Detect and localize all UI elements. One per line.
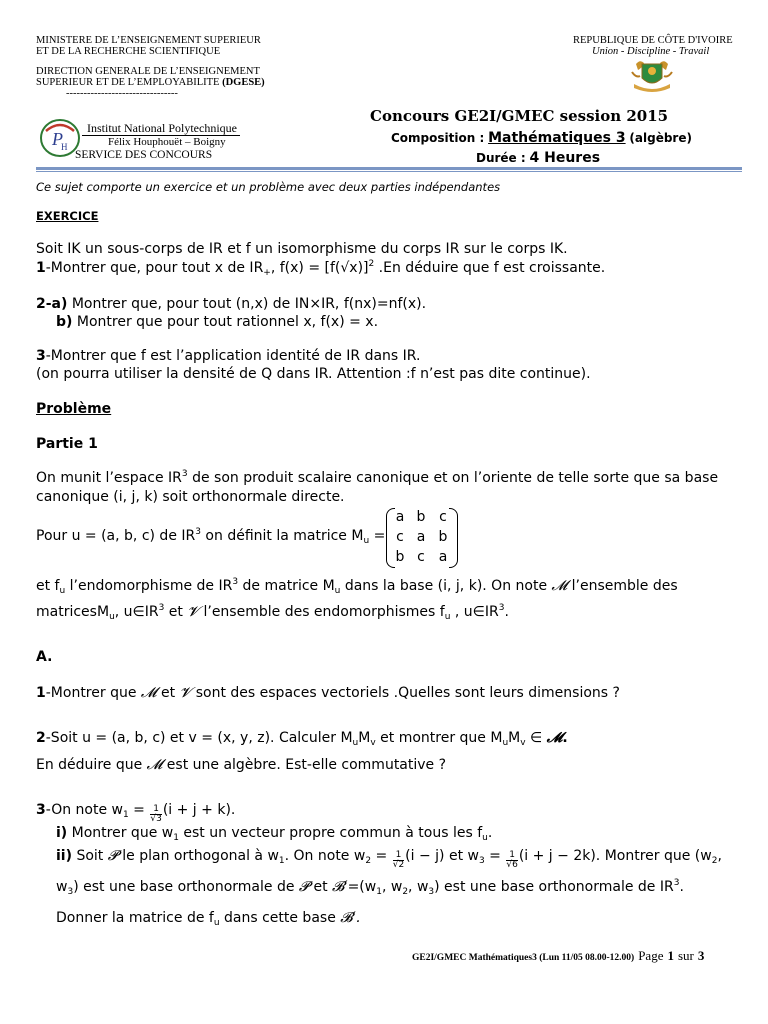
- p4-sub-2: u: [444, 612, 451, 622]
- l2-text-g: ) est une base orthonormale de IR: [434, 879, 674, 895]
- aii-text-a: Soit: [72, 848, 104, 864]
- ai-sub-u: u: [482, 833, 488, 843]
- matrix-cell: a: [438, 549, 448, 565]
- endomorphism-line-1: [36, 578, 678, 594]
- a2-text-a: -Soit u = (a, b, c) et v = (x, y, z). Calculer M: [45, 730, 353, 746]
- matrix-mu: [386, 508, 458, 568]
- l2-text-f: , w: [408, 879, 429, 895]
- q1-text-c: .En déduire que f est croissante.: [374, 260, 606, 276]
- probleme-intro-line-1: [36, 470, 718, 486]
- l2-sub-3b: 3: [428, 887, 435, 897]
- fraction-1-over-sqrt3: [150, 805, 161, 824]
- duration-value: 4 Heures: [529, 150, 601, 166]
- service-name: SERVICE DES CONCOURS: [75, 149, 213, 161]
- p3-sub-2: u: [334, 586, 341, 596]
- p3-text-b: l’endomorphisme de IR: [65, 578, 233, 594]
- script-p: 𝓟: [298, 879, 310, 895]
- p3-text-c: de matrice M: [238, 578, 335, 594]
- matrix-cell: a: [416, 529, 426, 545]
- header-dashes: --------------------------------: [66, 88, 178, 99]
- p3-text-a: et f: [36, 578, 60, 594]
- exercice-q3-note: (on pourra utiliser la densité de Q dans IR. Attention :f n’est pas dite continue).: [36, 366, 591, 382]
- a2-text-f: .: [562, 730, 568, 746]
- p4-text-g: .: [504, 604, 509, 620]
- ai-text-c: .: [487, 825, 493, 841]
- l3-text-a: Donner la matrice de f: [56, 910, 214, 926]
- aii-sub-1: 1: [278, 856, 285, 866]
- a1-number: 1: [36, 685, 46, 701]
- script-p: 𝓟: [107, 848, 118, 864]
- ai-number: i): [56, 825, 68, 841]
- p2-text-b: on définit la matrice M: [200, 528, 364, 544]
- p3-text-e: l’ensemble des: [567, 578, 678, 594]
- direction-line-2-text: SUPERIEUR ET DE L’EMPLOYABILITE: [36, 77, 220, 88]
- a2-text-c: et montrer que M: [375, 730, 503, 746]
- a2-sub-v: v: [370, 738, 376, 748]
- a3-text-a: -On note w: [45, 802, 123, 818]
- p4-text-f: , u∈IR: [450, 604, 499, 620]
- p1-text-a: On munit l’espace IR: [36, 470, 182, 486]
- fraction-1-over-sqrt6: [506, 851, 517, 870]
- p2-text-a: Pour u = (a, b, c) de IR: [36, 528, 196, 544]
- p3-text-d: dans la base (i, j, k). On note: [340, 578, 548, 594]
- a3-number: 3: [36, 802, 46, 818]
- p4-text-c: , u∈IR: [114, 604, 159, 620]
- section-a-heading: A.: [36, 649, 53, 665]
- q3-text: -Montrer que f est l’application identité de IR dans IR.: [45, 348, 421, 364]
- p4-text-d: et: [164, 604, 183, 620]
- a2-sub-u: u: [352, 738, 359, 748]
- q2a-number: 2-a): [36, 296, 68, 312]
- a2-text-e: ∈: [525, 730, 543, 746]
- aii-sub-3: 3: [478, 856, 485, 866]
- p4-sub: u: [109, 612, 115, 622]
- exercice-q2a: [36, 296, 426, 312]
- fraction-1-over-sqrt2: [393, 851, 404, 870]
- a2-l2-text-a: En déduire que: [36, 757, 143, 773]
- a2-l2-text-b: est une algèbre. Est-elle commutative ?: [166, 757, 447, 773]
- q2b-text: Montrer que pour tout rationnel x, f(x) = x.: [72, 314, 379, 330]
- script-b-prime: 𝓑′: [332, 879, 348, 895]
- l2-sub-1: 1: [376, 887, 382, 897]
- fraction-numerator: 1: [150, 805, 161, 815]
- footer-sur: sur: [677, 948, 694, 963]
- p1-text-b: de son produit scalaire canonique et on l’oriente de telle sorte que sa base: [187, 470, 719, 486]
- direction-acronym: (DGESE): [222, 77, 265, 88]
- a3-text-c: (i + j + k).: [162, 802, 236, 818]
- a3-text-b: =: [128, 802, 145, 818]
- aii-number: ii): [56, 848, 72, 864]
- duration-label: Durée :: [476, 151, 526, 165]
- svg-text:H: H: [61, 142, 68, 152]
- l3-text-b: dans cette base: [219, 910, 336, 926]
- exercice-statement: Soit IK un sous-corps de IR et f un isomorphisme du corps IR sur le corps IK.: [36, 241, 568, 257]
- matrix-cell: c: [439, 509, 447, 525]
- matrix-cell: b: [395, 549, 405, 565]
- footer-page-number: 1: [667, 948, 674, 963]
- ministry-line-2: ET DE LA RECHERCHE SCIENTIFIQUE: [36, 46, 221, 57]
- question-a3-ii-line-2: [56, 879, 684, 895]
- endomorphism-line-2: [36, 604, 509, 620]
- q1-text-b: , f(x) = [f(√x)]: [270, 260, 369, 276]
- ai-text-b: est un vecteur propre commun à tous les f: [178, 825, 483, 841]
- matrix-definition: [36, 528, 385, 544]
- ai-text-a: Montrer que w: [67, 825, 174, 841]
- question-a3: [36, 802, 235, 824]
- fraction-denominator: √2: [392, 860, 405, 870]
- l2-sub-3: 3: [67, 887, 74, 897]
- header-rule-thick: [36, 167, 742, 170]
- matrix-cell: b: [416, 509, 426, 525]
- p2-sup: 3: [195, 527, 201, 537]
- q3-number: 3: [36, 348, 46, 364]
- aii-sub-2b: 2: [711, 856, 718, 866]
- p3-sup: 3: [232, 577, 239, 587]
- a3-sub-1: 1: [122, 810, 129, 820]
- direction-line-2: [36, 77, 265, 88]
- probleme-heading: Problème: [36, 401, 112, 417]
- l2-text-h: .: [679, 879, 684, 895]
- p4-sup-2: 3: [498, 603, 505, 613]
- script-m: 𝓜: [551, 578, 568, 594]
- fraction-denominator: √3: [150, 814, 162, 824]
- footer-reference: GE2I/GMEC Mathématiques3 (Lun 11/05 08.00-12.00): [412, 953, 635, 963]
- p4-sup: 3: [158, 603, 165, 613]
- p2-eq: =: [369, 528, 386, 544]
- a1-text-c: sont des espaces vectoriels .Quelles sont leurs dimensions ?: [195, 685, 620, 701]
- fraction-denominator: √6: [506, 860, 518, 870]
- a2-sub-u-2: u: [502, 738, 509, 748]
- exercice-q1: [36, 260, 605, 276]
- script-v: 𝓥: [187, 604, 200, 620]
- script-m: 𝓜: [140, 685, 157, 701]
- l2-text-b: ) est une base orthonormale de: [73, 879, 295, 895]
- institute-name: Institut National Polytechnique: [87, 121, 237, 135]
- q2a-text: Montrer que, pour tout (n,x) de IN×IR, f(nx)=nf(x).: [67, 296, 427, 312]
- question-a2: [36, 730, 568, 746]
- svg-text:P: P: [52, 129, 63, 149]
- p4-text-b: M: [96, 604, 110, 620]
- aii-text-f: =: [484, 848, 501, 864]
- l2-text-c: et: [313, 879, 328, 895]
- direction-line-1: DIRECTION GENERALE DE L’ENSEIGNEMENT: [36, 66, 260, 77]
- question-a3-i: [56, 825, 492, 841]
- p2-sub: u: [363, 536, 370, 546]
- institute-place: Félix Houphouët – Boigny: [108, 136, 226, 148]
- script-m: 𝓜: [546, 730, 563, 746]
- aii-sub-2: 2: [365, 856, 372, 866]
- fraction-numerator: 1: [393, 851, 404, 861]
- script-b-prime: 𝓑′.: [340, 910, 361, 926]
- aii-text-b: le plan orthogonal à w: [122, 848, 279, 864]
- a2-text-d: M: [508, 730, 521, 746]
- matrix-cell: b: [438, 529, 448, 545]
- l2-sub-2: 2: [402, 887, 409, 897]
- composition-label: Composition :: [391, 131, 485, 145]
- footer-page-word: Page: [638, 948, 664, 963]
- script-m: 𝓜: [146, 757, 163, 773]
- script-v: 𝓥: [179, 685, 192, 701]
- header-rule-thin: [36, 171, 742, 172]
- exam-subject: Mathématiques 3: [488, 130, 626, 146]
- exam-title: Concours GE2I/GMEC session 2015: [370, 107, 669, 125]
- l3-sub-u: u: [213, 918, 220, 928]
- a2-number: 2: [36, 730, 46, 746]
- footer-page-total: 3: [697, 948, 705, 963]
- p4-text-e: l’ensemble des endomorphismes f: [199, 604, 445, 620]
- aii-text-h: ,: [717, 848, 722, 864]
- matrix-cell: a: [395, 509, 405, 525]
- question-a1: [36, 685, 620, 701]
- p1-sup: 3: [181, 469, 188, 479]
- q1-sup: 2: [368, 259, 375, 269]
- matrix-cell: c: [417, 549, 425, 565]
- p3-sub: u: [59, 586, 66, 596]
- exercice-q3: [36, 348, 420, 364]
- q2b-number: b): [56, 314, 73, 330]
- exam-composition: [391, 130, 692, 146]
- aii-text-c: . On note w: [284, 848, 366, 864]
- probleme-intro-line-2: canonique (i, j, k) soit orthonormale directe.: [36, 489, 345, 505]
- ai-sub-1: 1: [173, 833, 179, 843]
- l2-text-d: =(w: [347, 879, 377, 895]
- q1-plus: +: [263, 268, 271, 278]
- country-motto: Union - Discipline - Travail: [592, 46, 710, 57]
- partie-1-heading: Partie 1: [36, 436, 98, 452]
- question-a3-ii: [56, 848, 722, 870]
- p4-text-a: matrices: [36, 604, 97, 620]
- coat-of-arms-icon: [630, 58, 674, 94]
- ministry-line-1: MINISTERE DE L’ENSEIGNEMENT SUPERIEUR: [36, 35, 261, 46]
- fraction-numerator: 1: [506, 851, 517, 861]
- question-a3-ii-line-3: [56, 910, 360, 926]
- a1-text-a: -Montrer que: [45, 685, 137, 701]
- a2-text-b: M: [358, 730, 371, 746]
- exercice-q2b: [56, 314, 378, 330]
- a1-text-b: et: [161, 685, 176, 701]
- exam-duration: [476, 150, 600, 166]
- aii-text-g: (i + j − 2k). Montrer que (w: [518, 848, 712, 864]
- intro-note: Ce sujet comporte un exercice et un problème avec deux parties indépendantes: [36, 180, 501, 194]
- aii-text-e: (i − j) et w: [405, 848, 479, 864]
- a2-sub-v-2: v: [520, 738, 526, 748]
- question-a2-line-2: [36, 757, 446, 773]
- q1-number: 1: [36, 260, 46, 276]
- l2-sup-3: 3: [673, 878, 680, 888]
- exercice-heading: EXERCICE: [36, 209, 99, 223]
- l2-text-e: , w: [381, 879, 403, 895]
- aii-text-d: =: [371, 848, 388, 864]
- exam-subject-note: (algèbre): [629, 131, 692, 145]
- q1-text-a: -Montrer que, pour tout x de IR: [45, 260, 264, 276]
- matrix-cell: c: [396, 529, 404, 545]
- page-footer: [412, 947, 704, 965]
- country-name: REPUBLIQUE DE CÔTE D'IVOIRE: [573, 35, 733, 46]
- l2-text-a: w: [56, 879, 68, 895]
